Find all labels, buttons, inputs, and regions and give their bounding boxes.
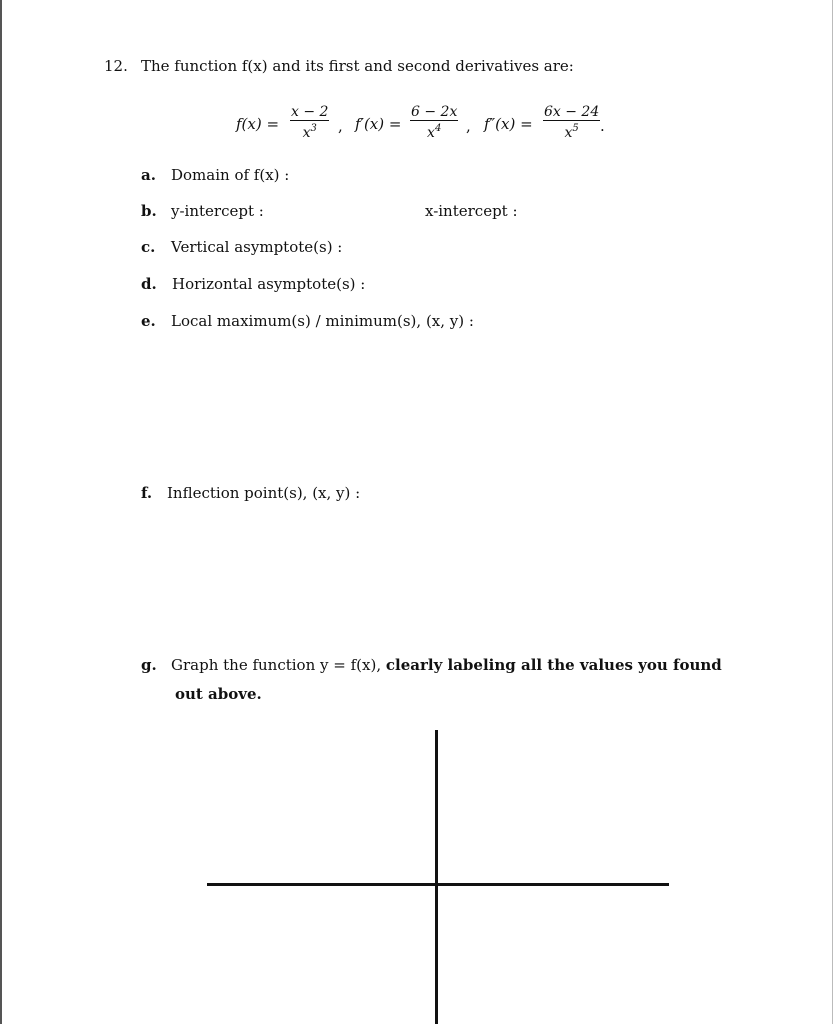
part-b-letter: b. <box>141 202 157 220</box>
fprime-denominator <box>427 121 441 141</box>
fprime-numerator: 6 − 2x <box>411 104 458 120</box>
fprime-den-exp: 4 <box>434 123 442 134</box>
part-c-text: Vertical asymptote(s) : <box>171 238 343 256</box>
fprime-lhs: f′(x) = <box>355 115 402 133</box>
part-f-letter: f. <box>141 484 153 502</box>
fdoubleprime-lhs: f″(x) = <box>484 115 533 133</box>
problem-number: 12. <box>104 57 128 75</box>
f-denominator <box>303 121 317 141</box>
page-right-border <box>832 0 833 1024</box>
fdoubleprime-den-base: x <box>564 125 573 141</box>
part-d-letter: d. <box>141 275 157 293</box>
part-g-bold-1: clearly labeling all the values you found <box>385 656 722 674</box>
part-g-bold-2: out above. <box>175 685 262 703</box>
part-e-text: Local maximum(s) / minimum(s), (x, y) : <box>171 312 474 330</box>
fdoubleprime-denominator <box>564 121 578 141</box>
part-a-letter: a. <box>141 166 156 184</box>
graph-y-axis <box>435 730 438 1024</box>
part-c-letter: c. <box>141 238 156 256</box>
part-d-text: Horizontal asymptote(s) : <box>172 275 366 293</box>
part-g-text <box>171 656 722 674</box>
fdoubleprime-den-exp: 5 <box>572 123 579 134</box>
problem-intro: The function f(x) and its first and second derivatives are: <box>141 57 574 75</box>
page-left-border <box>0 0 2 1024</box>
f-numerator: x − 2 <box>291 104 329 120</box>
separator-2: , <box>466 117 471 135</box>
fprime-den-base: x <box>427 125 435 141</box>
separator-1: , <box>338 117 343 135</box>
f-fraction <box>290 104 329 141</box>
functions-end-period: . <box>600 117 605 135</box>
f-den-base: x <box>302 125 311 141</box>
part-g-letter: g. <box>141 656 157 674</box>
fprime-fraction <box>410 104 458 141</box>
part-e-letter: e. <box>141 312 156 330</box>
part-f-text: Inflection point(s), (x, y) : <box>167 484 361 502</box>
graph-x-axis <box>207 883 669 886</box>
f-den-exp: 3 <box>310 123 317 134</box>
part-b-x-intercept: x-intercept : <box>425 202 518 220</box>
fdoubleprime-fraction <box>543 104 600 141</box>
fdoubleprime-numerator: 6x − 24 <box>544 104 600 120</box>
part-a-text: Domain of f(x) : <box>171 166 290 184</box>
part-b-y-intercept: y-intercept : <box>171 202 264 220</box>
part-g-plain: Graph the function y = f(x), <box>171 656 382 674</box>
f-lhs: f(x) = <box>236 115 280 133</box>
